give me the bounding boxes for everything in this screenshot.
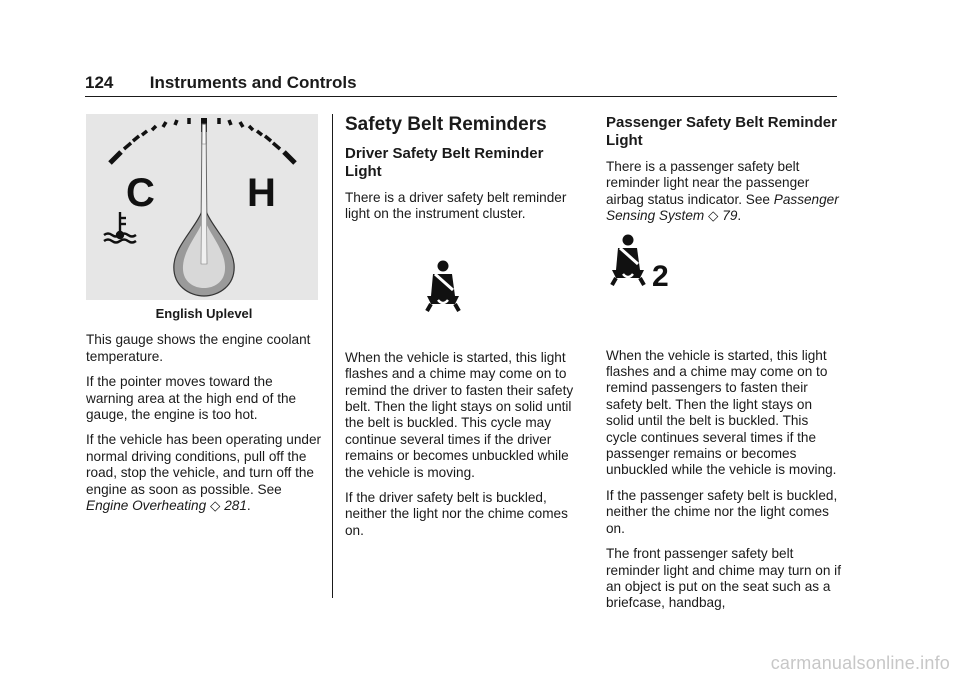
- paragraph: There is a passenger safety belt reminder light near the passenger airbag status indicator. See Passenger Sensing System ◇ 79.: [606, 159, 839, 224]
- page-reference[interactable]: 79: [722, 208, 738, 224]
- gauge-needle: [174, 124, 234, 296]
- cross-reference-link[interactable]: Engine Overheating: [86, 498, 207, 514]
- page-reference-icon: ◇: [708, 208, 719, 224]
- passenger-seatbelt-reminder-icon: [606, 234, 684, 290]
- paragraph: This gauge shows the engine coolant temperature.: [86, 332, 311, 364]
- paragraph: When the vehicle is started, this light flashes and a chime may come on to remind the driver to fasten their safety belt. Then the light stays on solid until the belt is buckled. This cycle may continue several times if the driver remains or becomes unbuckled while the vehicle is moving.: [345, 349, 574, 480]
- gauge-caption: English Uplevel: [155, 306, 253, 321]
- paragraph: If the driver safety belt is buckled, neither the light nor the chime comes on.: [345, 490, 568, 538]
- paragraph: The front passenger safety belt reminder light and chime may turn on if an object is put on the seat such as a briefcase, handbag,: [606, 546, 841, 611]
- column-right: [606, 114, 842, 621]
- paragraph: When the vehicle is started, this light flashes and a chime may come on to remind passengers to fasten their safety belt. Then the light stays on solid until the belt is buckled. This cycle continues several times if the passenger remains or becomes unbuckled while the vehicle is moving.: [606, 347, 837, 478]
- passenger-seatbelt-icon-area: [606, 234, 842, 348]
- page-number: 124: [85, 73, 114, 92]
- page-reference-icon: ◇: [209, 498, 221, 514]
- column-middle: [345, 114, 581, 548]
- seatbelt-reminder-icon: [421, 260, 465, 312]
- page-reference[interactable]: 281: [224, 498, 247, 514]
- gauge-cold-label: C: [126, 171, 155, 215]
- paragraph: If the vehicle has been operating under normal driving conditions, pull off the road, stop the vehicle, and turn off the engine as soon as possible. See Engine Overheating ◇ 281.: [86, 432, 322, 514]
- subsection-heading: Passenger Safety Belt Reminder Light: [606, 114, 837, 149]
- passenger-icon-number: 2: [652, 259, 669, 290]
- section-heading: Safety Belt Reminders: [345, 114, 547, 135]
- watermark: carmanualsonline.info: [770, 653, 950, 673]
- page-header: [85, 70, 837, 97]
- gauge-hot-label: H: [247, 171, 276, 215]
- seatbelt-icon-area: [345, 232, 581, 350]
- column-divider: [332, 114, 333, 598]
- section-title: Instruments and Controls: [149, 73, 357, 92]
- cross-reference-link[interactable]: Passenger Sensing System: [606, 191, 839, 224]
- coolant-gauge-illustration: [86, 114, 318, 300]
- gauge-icon: [86, 114, 318, 300]
- paragraph: If the passenger safety belt is buckled, neither the chime nor the light comes on.: [606, 487, 838, 536]
- coolant-temperature-icon: [104, 212, 136, 243]
- paragraph: If the pointer moves toward the warning area at the high end of the gauge, the engine is too hot.: [86, 374, 297, 423]
- paragraph: There is a driver safety belt reminder light on the instrument cluster.: [345, 190, 567, 222]
- column-left: [86, 114, 322, 523]
- subsection-heading: Driver Safety Belt Reminder Light: [345, 145, 544, 180]
